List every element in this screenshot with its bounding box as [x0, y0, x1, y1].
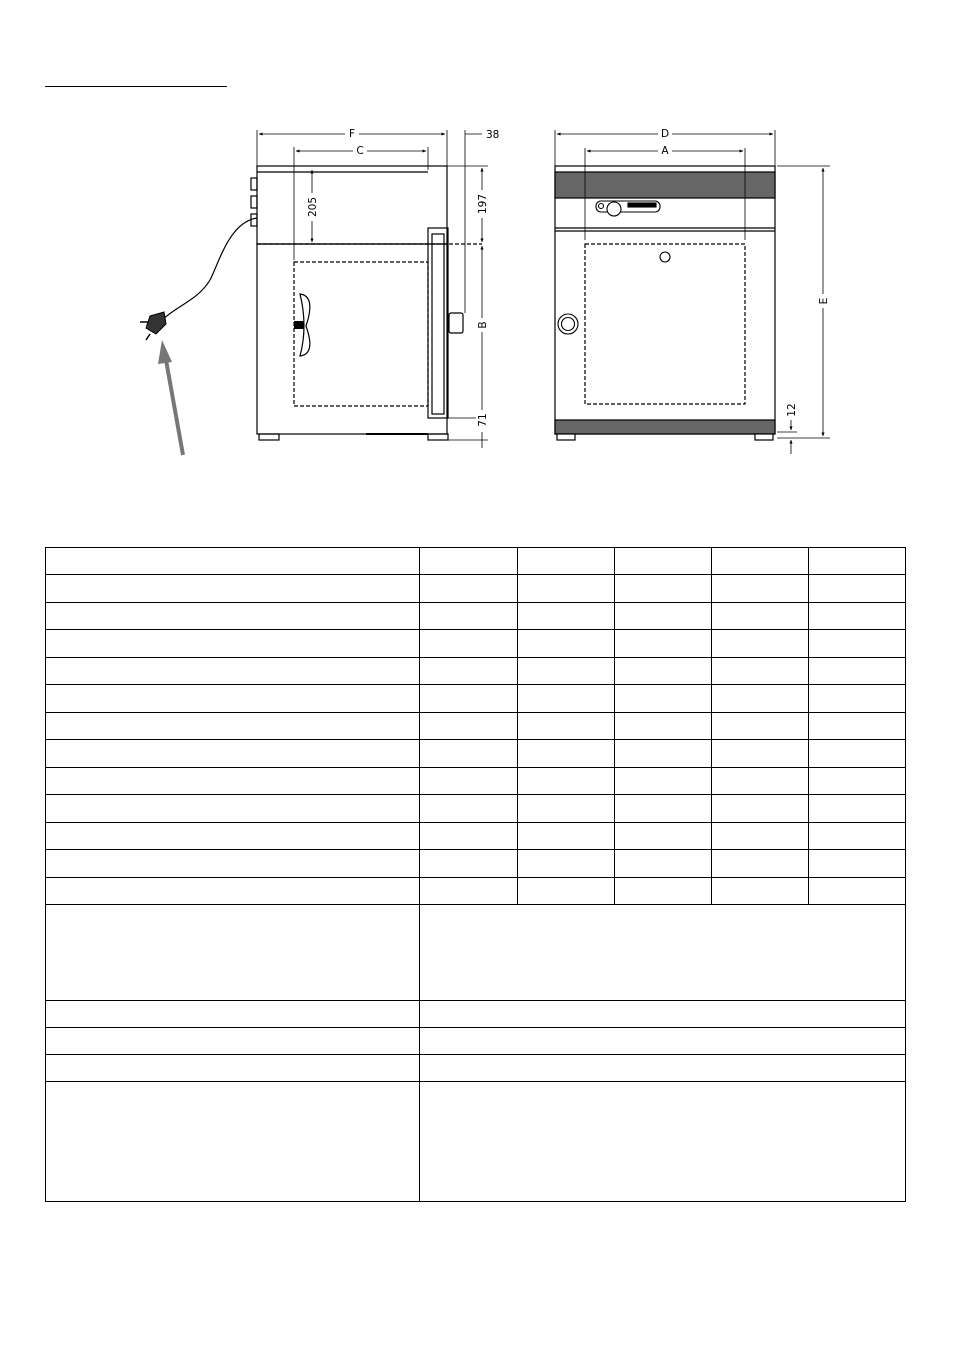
table-row [46, 630, 906, 658]
model-value-cell [420, 685, 517, 713]
model-value-cell [420, 657, 517, 685]
model-value-cell [420, 795, 517, 823]
dim-label-D: D [660, 128, 670, 140]
model-value-cell [711, 850, 808, 878]
model-value-cell [420, 712, 517, 740]
row-label-cell [46, 630, 420, 658]
front-top-band [555, 172, 775, 198]
door-handle [449, 313, 463, 333]
model-value-cell [517, 630, 614, 658]
front-view [555, 166, 775, 440]
model-value-cell [808, 850, 905, 878]
model-value-cell [808, 657, 905, 685]
model-value-cell [711, 685, 808, 713]
model-value-cell [420, 575, 517, 603]
side-top-section [257, 166, 447, 244]
row-label-cell [46, 1055, 420, 1082]
spec-table-body [46, 548, 906, 1202]
side-dimensions [257, 130, 488, 448]
model-value-cell [517, 548, 614, 575]
model-value-cell [614, 767, 711, 795]
row-label-cell [46, 685, 420, 713]
table-row [46, 712, 906, 740]
row-label-cell [46, 602, 420, 630]
model-value-cell [420, 877, 517, 905]
model-value-cell [711, 877, 808, 905]
table-row-merged [46, 1082, 906, 1202]
model-value-cell [808, 740, 905, 768]
model-value-cell [808, 712, 905, 740]
row-label-cell [46, 905, 420, 1001]
model-value-cell [711, 548, 808, 575]
model-value-cell [517, 602, 614, 630]
merged-value-cell [420, 1055, 906, 1082]
model-value-cell [711, 630, 808, 658]
dim-label-B: B [477, 321, 489, 329]
door-knob-icon [558, 314, 578, 334]
model-value-cell [517, 712, 614, 740]
foot [557, 434, 575, 440]
row-label-cell [46, 575, 420, 603]
merged-value-cell [420, 1001, 906, 1028]
model-value-cell [420, 630, 517, 658]
dim-label-205: 205 [307, 196, 319, 218]
technical-drawing [0, 0, 954, 470]
row-label-cell [46, 877, 420, 905]
model-value-cell [420, 767, 517, 795]
pointer-arrow-icon [158, 340, 183, 455]
table-row-merged [46, 905, 906, 1001]
model-value-cell [614, 822, 711, 850]
model-value-cell [711, 767, 808, 795]
model-value-cell [420, 740, 517, 768]
model-value-cell [517, 877, 614, 905]
fan-icon [294, 294, 310, 356]
row-label-cell [46, 548, 420, 575]
model-value-cell [711, 712, 808, 740]
model-value-cell [517, 685, 614, 713]
row-label-cell [46, 822, 420, 850]
model-value-cell [614, 602, 711, 630]
row-label-cell [46, 850, 420, 878]
model-value-cell [614, 575, 711, 603]
model-value-cell [614, 712, 711, 740]
table-row [46, 877, 906, 905]
foot [755, 434, 773, 440]
row-label-cell [46, 712, 420, 740]
table-row-merged [46, 1028, 906, 1055]
model-value-cell [517, 740, 614, 768]
dim-label-71: 71 [477, 413, 489, 427]
dim-label-38: 38 [486, 129, 500, 141]
vent-icon [660, 252, 670, 262]
model-value-cell [808, 767, 905, 795]
model-value-cell [808, 822, 905, 850]
row-label-cell [46, 1082, 420, 1202]
model-value-cell [711, 822, 808, 850]
front-body [555, 166, 775, 434]
table-row [46, 602, 906, 630]
foot [259, 434, 279, 440]
model-value-cell [808, 795, 905, 823]
table-row [46, 850, 906, 878]
model-value-cell [711, 795, 808, 823]
model-value-cell [614, 795, 711, 823]
foot [428, 434, 448, 440]
model-value-cell [614, 740, 711, 768]
model-value-cell [614, 630, 711, 658]
model-value-cell [711, 602, 808, 630]
table-row [46, 767, 906, 795]
model-value-cell [420, 822, 517, 850]
table-row [46, 575, 906, 603]
side-interior [294, 262, 428, 406]
table-row [46, 685, 906, 713]
front-bottom-band [555, 420, 775, 434]
power-plug-icon [140, 218, 257, 340]
row-label-cell [46, 795, 420, 823]
merged-value-cell [420, 905, 906, 1001]
model-value-cell [808, 548, 905, 575]
model-value-cell [711, 575, 808, 603]
row-label-cell [46, 1001, 420, 1028]
model-value-cell [517, 657, 614, 685]
control-knob-icon [607, 202, 621, 216]
row-label-cell [46, 657, 420, 685]
table-row [46, 795, 906, 823]
model-value-cell [808, 630, 905, 658]
model-value-cell [517, 795, 614, 823]
model-value-cell [808, 602, 905, 630]
merged-value-cell [420, 1082, 906, 1202]
model-value-cell [614, 877, 711, 905]
model-value-cell [808, 685, 905, 713]
row-label-cell [46, 767, 420, 795]
dim-label-F: F [348, 128, 356, 140]
model-value-cell [808, 575, 905, 603]
model-value-cell [420, 602, 517, 630]
model-value-cell [420, 850, 517, 878]
dim-label-A: A [661, 145, 669, 157]
table-row [46, 657, 906, 685]
model-value-cell [711, 657, 808, 685]
model-value-cell [517, 822, 614, 850]
model-value-cell [420, 548, 517, 575]
dim-label-C: C [356, 145, 364, 157]
model-value-cell [517, 850, 614, 878]
model-value-cell [614, 850, 711, 878]
side-door [428, 228, 448, 418]
row-label-cell [46, 740, 420, 768]
merged-value-cell [420, 1028, 906, 1055]
specification-table [45, 547, 906, 1202]
model-value-cell [614, 685, 711, 713]
table-row [46, 822, 906, 850]
table-row-merged [46, 1001, 906, 1028]
dim-label-197: 197 [477, 193, 489, 215]
dim-label-12: 12 [786, 403, 798, 417]
table-row [46, 740, 906, 768]
row-label-cell [46, 1028, 420, 1055]
table-row [46, 548, 906, 575]
model-value-cell [711, 740, 808, 768]
side-view [251, 166, 482, 440]
dim-label-E: E [818, 297, 830, 305]
table-row-merged [46, 1055, 906, 1082]
model-value-cell [808, 877, 905, 905]
model-value-cell [517, 767, 614, 795]
model-value-cell [614, 548, 711, 575]
model-value-cell [614, 657, 711, 685]
model-value-cell [517, 575, 614, 603]
